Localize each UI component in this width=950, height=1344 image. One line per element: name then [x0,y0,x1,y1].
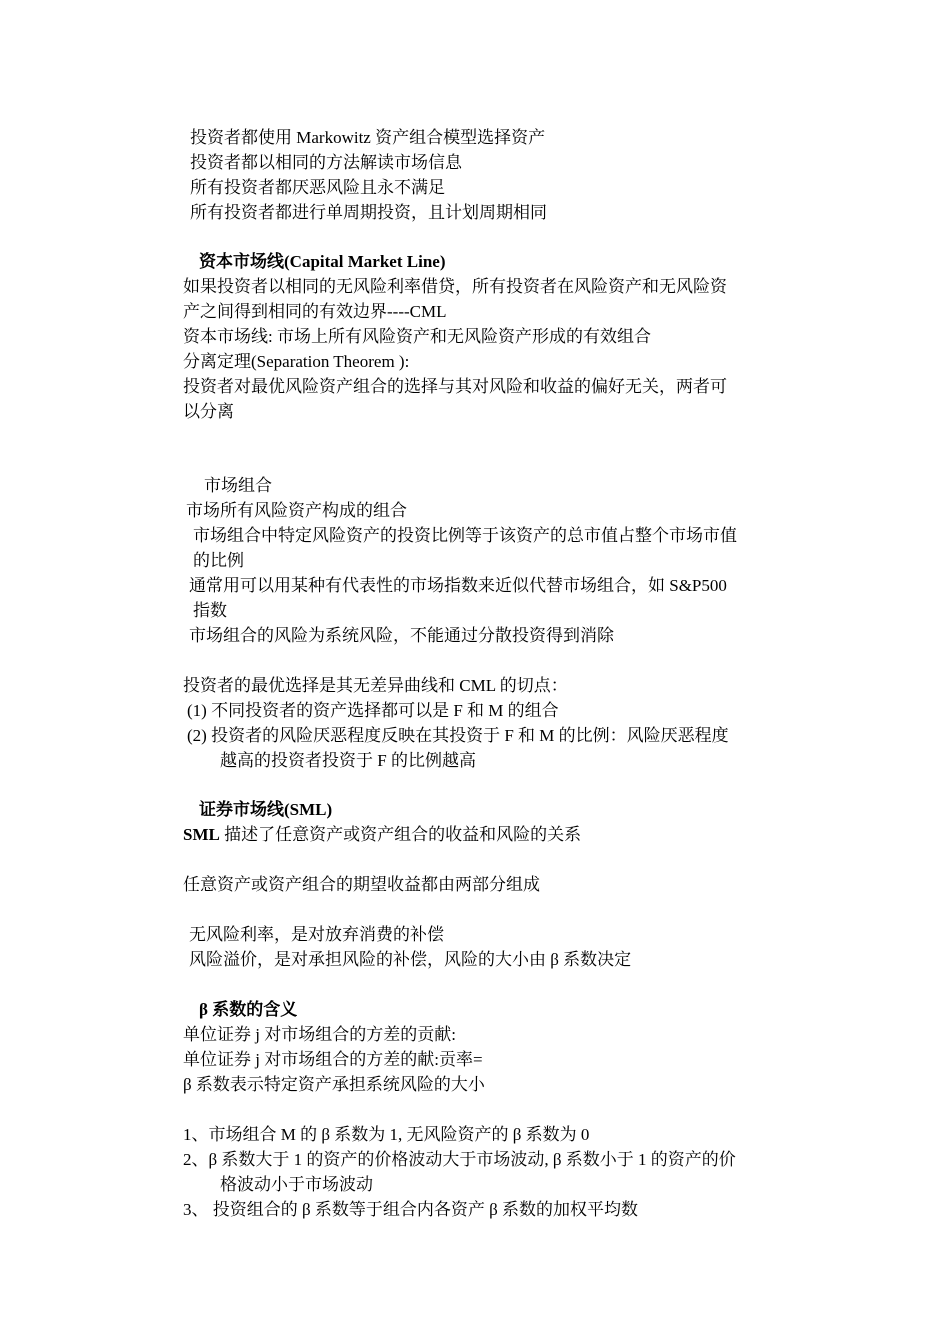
assumption-3: 所有投资者都厌恶风险且永不满足 [190,178,445,197]
market-portfolio-heading: 市场组合 [204,476,272,495]
sml-line-1 [183,823,581,847]
sml-part-2: 风险溢价，是对承担风险的补偿，风险的大小由 β 系数决定 [189,950,632,969]
assumption-4: 所有投资者都进行单周期投资，且计划周期相同 [190,203,547,222]
cml-para1-line2: 产之间得到相同的有效边界----CML [183,302,447,321]
cml-para4-line2: 以分离 [183,402,234,421]
sml-part-1: 无风险利率，是对放弃消费的补偿 [189,925,444,944]
beta-point-2-line2: 格波动小于市场波动 [220,1175,373,1194]
cml-heading: 资本市场线(Capital Market Line) [199,252,446,271]
sml-line-1-text: 描述了任意资产或资产组合的收益和风险的关系 [219,825,582,844]
market-portfolio-item-3-line1: 通常用可以用某种有代表性的市场指数来近似代替市场组合，如 S&P500 [189,576,727,595]
market-portfolio-item-2-line2: 的比例 [193,551,244,570]
optimal-choice-intro: 投资者的最优选择是其无差异曲线和 CML 的切点： [183,676,568,695]
sml-heading: 证券市场线(SML) [199,800,333,819]
optimal-choice-point-2-line2: 越高的投资者投资于 F 的比例越高 [220,751,476,770]
beta-line-1: 单位证券 j 对市场组合的方差的贡献: [183,1025,456,1044]
cml-para1-line1: 如果投资者以相同的无风险利率借贷，所有投资者在风险资产和无风险资 [183,277,727,296]
beta-line-2: 单位证券 j 对市场组合的方差的献:贡率= [183,1050,483,1069]
cml-para4-line1: 投资者对最优风险资产组合的选择与其对风险和收益的偏好无关，两者可 [183,377,727,396]
market-portfolio-item-3-line2: 指数 [193,601,227,620]
beta-line-3: β 系数表示特定资产承担系统风险的大小 [183,1075,485,1094]
optimal-choice-point-2-line1: (2) 投资者的风险厌恶程度反映在其投资于 F 和 M 的比例：风险厌恶程度 [187,726,729,745]
beta-heading: β 系数的含义 [199,1000,298,1019]
beta-point-2-line1: 2、β 系数大于 1 的资产的价格波动大于市场波动, β 系数小于 1 的资产的价 [183,1150,736,1169]
cml-para3: 分离定理(Separation Theorem ): [183,352,410,371]
sml-line-2: 任意资产或资产组合的期望收益都由两部分组成 [183,875,540,894]
assumption-2: 投资者都以相同的方法解读市场信息 [190,153,462,172]
assumption-1: 投资者都使用 Markowitz 资产组合模型选择资产 [190,128,546,147]
optimal-choice-point-1: (1) 不同投资者的资产选择都可以是 F 和 M 的组合 [187,701,559,720]
market-portfolio-item-1: 市场所有风险资产构成的组合 [186,501,407,520]
beta-point-3: 3、 投资组合的 β 系数等于组合内各资产 β 系数的加权平均数 [183,1200,639,1219]
cml-para2: 资本市场线: 市场上所有风险资产和无风险资产形成的有效组合 [183,327,651,346]
market-portfolio-item-2-line1: 市场组合中特定风险资产的投资比例等于该资产的总市值占整个市场市值 [193,526,737,545]
beta-point-1: 1、市场组合 M 的 β 系数为 1, 无风险资产的 β 系数为 0 [183,1125,590,1144]
sml-abbrev: SML [183,825,220,844]
market-portfolio-item-4: 市场组合的风险为系统风险，不能通过分散投资得到消除 [189,626,614,645]
